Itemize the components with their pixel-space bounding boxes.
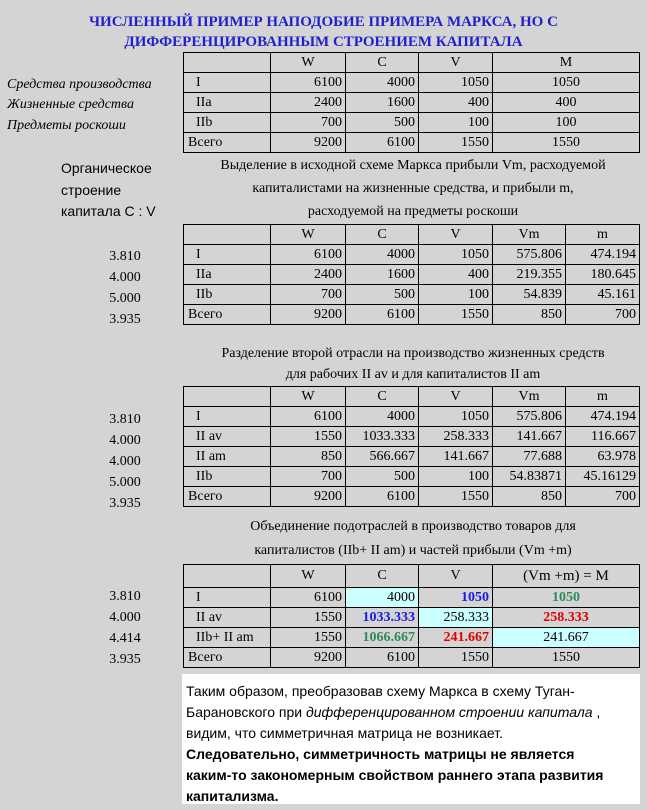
ratio-cell: 3.935 bbox=[109, 496, 141, 511]
section3-heading-1: Разделение второй отрасли на производство жизненных средств bbox=[221, 346, 605, 361]
conclusion-line-3: видим, что симметричная матрица не возникает. bbox=[186, 725, 503, 741]
table-marx-scheme bbox=[183, 52, 640, 153]
organic-composition-label-1: Органическое bbox=[61, 160, 152, 176]
table-row: II am 850 566.667 141.667 77.688 63.978 bbox=[184, 447, 640, 467]
conclusion-line-1: Таким образом, преобразовав схему Маркса в схему Туган- bbox=[186, 683, 575, 699]
table-header-row: W C V Vm m bbox=[184, 225, 640, 245]
col-header-m: M bbox=[493, 53, 640, 73]
conclusion-bold-3: капитализма. bbox=[186, 788, 279, 804]
table-row: IIa 2400 1600 400 219.355 180.645 bbox=[184, 265, 640, 285]
table-row-total: Всего 9200 6100 1550 850 700 bbox=[184, 487, 640, 507]
table-header-row: W C V (Vm +m) = M bbox=[184, 565, 640, 588]
section2-heading-2: капиталистами на жизненные средства, и прибыли m, bbox=[252, 181, 574, 196]
table-header-row: W C V Vm m bbox=[184, 387, 640, 407]
ratio-cell: 4.414 bbox=[109, 631, 141, 646]
table-second-sector-split bbox=[183, 386, 640, 507]
section2-heading-3: расходуемой на предметы роскоши bbox=[307, 204, 519, 219]
ratio-cell: 4.000 bbox=[109, 610, 141, 625]
ratio-cell: 3.935 bbox=[109, 312, 141, 327]
table-row: I 6100 4000 1050 1050 bbox=[184, 73, 640, 93]
section2-heading-1: Выделение в исходной схеме Маркса прибыли Vm, расходуемой bbox=[220, 158, 606, 173]
section4-heading-1: Объединение подотраслей в производство товаров для bbox=[250, 519, 576, 534]
table-row: IIb 700 500 100 100 bbox=[184, 113, 640, 133]
row-label-subsistence: Жизненные средства bbox=[7, 97, 134, 112]
ratio-cell: 3.935 bbox=[109, 652, 141, 667]
table-row: IIa 2400 1600 400 400 bbox=[184, 93, 640, 113]
organic-composition-label-3: капитала C : V bbox=[61, 203, 156, 219]
page-title-line2: ДИФФЕРЕНЦИРОВАННЫМ СТРОЕНИЕМ КАПИТАЛА bbox=[124, 34, 523, 50]
table-merged-subsectors bbox=[183, 564, 640, 668]
table-row-total: Всего 9200 6100 1550 850 700 bbox=[184, 305, 640, 325]
ratio-cell: 3.810 bbox=[109, 589, 141, 604]
ratio-cell: 3.810 bbox=[109, 249, 141, 264]
row-label-luxury: Предметы роскоши bbox=[7, 118, 126, 133]
section4-heading-2: капиталистов (IIb+ II am) и частей прибыли (Vm +m) bbox=[254, 543, 572, 558]
table-row-total: Всего 9200 6100 1550 1550 bbox=[184, 133, 640, 153]
ratio-cell: 4.000 bbox=[109, 270, 141, 285]
table-header-row bbox=[184, 53, 640, 73]
conclusion-bold-1: Следовательно, симметричность матрицы не является bbox=[186, 746, 575, 762]
table-row: IIb 700 500 100 54.839 45.161 bbox=[184, 285, 640, 305]
conclusion-bold-2: каким-то закономерным свойством раннего этапа развития bbox=[186, 767, 604, 783]
table-row-total: Всего 9200 6100 1550 1550 bbox=[184, 648, 640, 668]
conclusion-line-2: Барановского при дифференцированном строении капитала , bbox=[186, 704, 601, 720]
ratio-cell: 4.000 bbox=[109, 433, 141, 448]
table-row: II av 1550 1033.333 258.333 141.667 116.667 bbox=[184, 427, 640, 447]
ratio-cell: 4.000 bbox=[109, 454, 141, 469]
table-row: I 6100 4000 1050 575.806 474.194 bbox=[184, 245, 640, 265]
table-row: IIb+ II am 1550 1066.667 241.667 241.667 bbox=[184, 628, 640, 648]
table-row: I 6100 4000 1050 575.806 474.194 bbox=[184, 407, 640, 427]
ratio-cell: 3.810 bbox=[109, 412, 141, 427]
col-header-v: V bbox=[419, 53, 493, 73]
row-label-means-of-production: Средства производства bbox=[7, 77, 152, 92]
table-row: II av 1550 1033.333 258.333 258.333 bbox=[184, 608, 640, 628]
organic-composition-label-2: строение bbox=[61, 182, 122, 198]
section3-heading-2: для рабочих II av и для капиталистов II am bbox=[285, 367, 541, 382]
page-title-line1: ЧИСЛЕННЫЙ ПРИМЕР НАПОДОБИЕ ПРИМЕРА МАРКСА, НО С bbox=[89, 14, 558, 30]
col-header-w: W bbox=[271, 53, 346, 73]
ratio-cell: 5.000 bbox=[109, 291, 141, 306]
table-row: IIb 700 500 100 54.83871 45.16129 bbox=[184, 467, 640, 487]
col-header-c: C bbox=[346, 53, 419, 73]
ratio-cell: 5.000 bbox=[109, 475, 141, 490]
table-row: I 6100 4000 1050 1050 bbox=[184, 588, 640, 608]
table-profit-split bbox=[183, 224, 640, 325]
